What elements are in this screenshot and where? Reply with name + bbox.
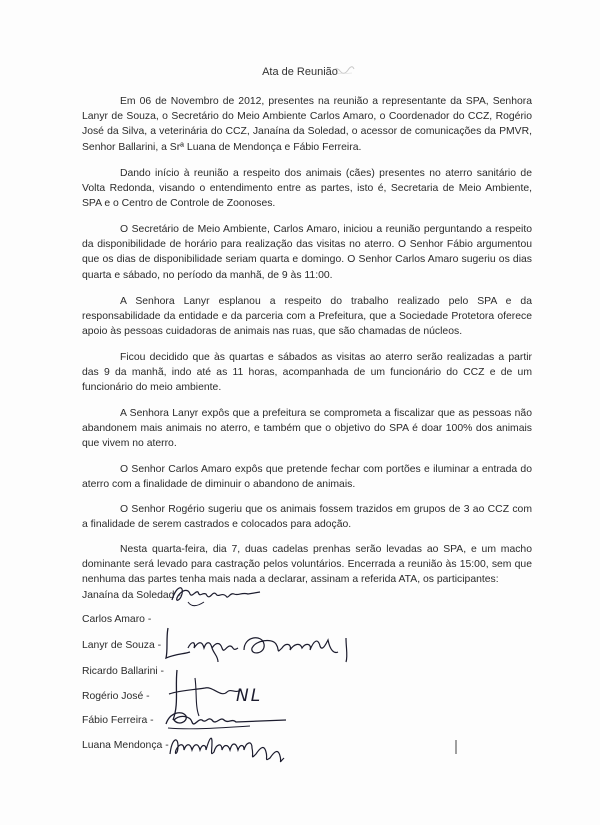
paragraph-castration: O Senhor Rogério sugeriu que os animais fossem trazidos em grupos de 3 ao CCZ com a finalidade de serem castrados e colocados para adoção.: [82, 504, 532, 531]
signatory-carlos: Carlos Amaro -: [82, 614, 152, 625]
paragraph-inspection: A Senhora Lanyr expôs que a prefeitura se comprometa a fiscalizar que as pessoas não abandonem mais animais no aterro, e também que o objetivo do SPA é doar 100% dos animais que vivem no aterro.: [82, 408, 532, 450]
paragraph-gates: O Senhor Carlos Amaro expôs que pretende fechar com portões e iluminar a entrada do aterro com a finalidade de diminuir o abandono de animais.: [82, 464, 532, 491]
handwritten-signature-lanyr: [160, 624, 360, 664]
paragraph-spa-work: A Senhora Lanyr esplanou a respeito do trabalho realizado pelo SPA e da responsabilidade da entidade e da parceria com a Prefeitura, que a Sociedade Protetora oferece apoio às pessoas cuidadoras de animais nas ruas, que são chamadas de núcleos.: [82, 296, 532, 338]
paragraph-attendees: Em 06 de Novembro de 2012, presentes na reunião a representante da SPA, Senhora Lanyr de Souza, o Secretário do Meio Ambiente Carlos Amaro, o Coordenador do CCZ, Rogério José da Silva, a veterinária do CCZ, Janaína da Soledad, o acessor de comunicações da PMVR, Senhor Ballarini, a Srª Luana de Mendonça e Fábio Ferreira.: [82, 96, 532, 153]
handwritten-annotation-nl: NL: [236, 686, 263, 706]
faint-stamp-mark: [330, 64, 356, 76]
signatory-luana: Luana Mendonça -: [82, 740, 169, 751]
signatory-fabio: Fábio Ferreira -: [82, 715, 154, 726]
paragraph-schedule: O Secretário de Meio Ambiente, Carlos Amaro, iniciou a reunião perguntando a respeito da disponibilidade de horário para realização das visitas no aterro. O Senhor Fábio argumentou que os dias de disponibilidade seriam quarta e domingo. O Senhor Carlos Amaro sugeriu os dias quarta e sábado, no período da manhã, de 9 às 11:00.: [82, 224, 532, 281]
margin-ink-mark: [455, 740, 457, 754]
signatory-ricardo: Ricardo Ballarini -: [82, 666, 164, 677]
handwritten-signature-janaina: [168, 580, 268, 610]
paragraph-decision: Ficou decidido que às quartas e sábados as visitas ao aterro serão realizadas a partir das 9 da manhã, indo até as 11 horas, acompanhada de um funcionário do CCZ e de um funcionário do meio ambiente.: [82, 352, 532, 394]
handwritten-signature-luana: [166, 728, 296, 764]
signatory-rogerio: Rogério José -: [82, 691, 150, 702]
paragraph-closing: Nesta quarta-feira, dia 7, duas cadelas prenhas serão levadas ao SPA, e um macho dominante será levado para castração pelos voluntários. Encerrada a reunião às 15:00, sem que nenhuma das partes tenha mais nada a declarar, assinam a referida ATA, os participantes:: [82, 544, 532, 586]
signatory-janaina: Janaína da Soledad -: [82, 590, 181, 601]
signatory-lanyr: Lanyr de Souza -: [82, 640, 162, 651]
paragraph-opening: Dando início à reunião a respeito dos animais (cães) presentes no aterro sanitário de Volta Redonda, visando o entendimento entre as partes, isto é, Secretaria de Meio Ambiente, SPA e o Centro de Controle de Zoonoses.: [82, 168, 532, 210]
document-title: Ata de Reunião: [262, 66, 338, 78]
